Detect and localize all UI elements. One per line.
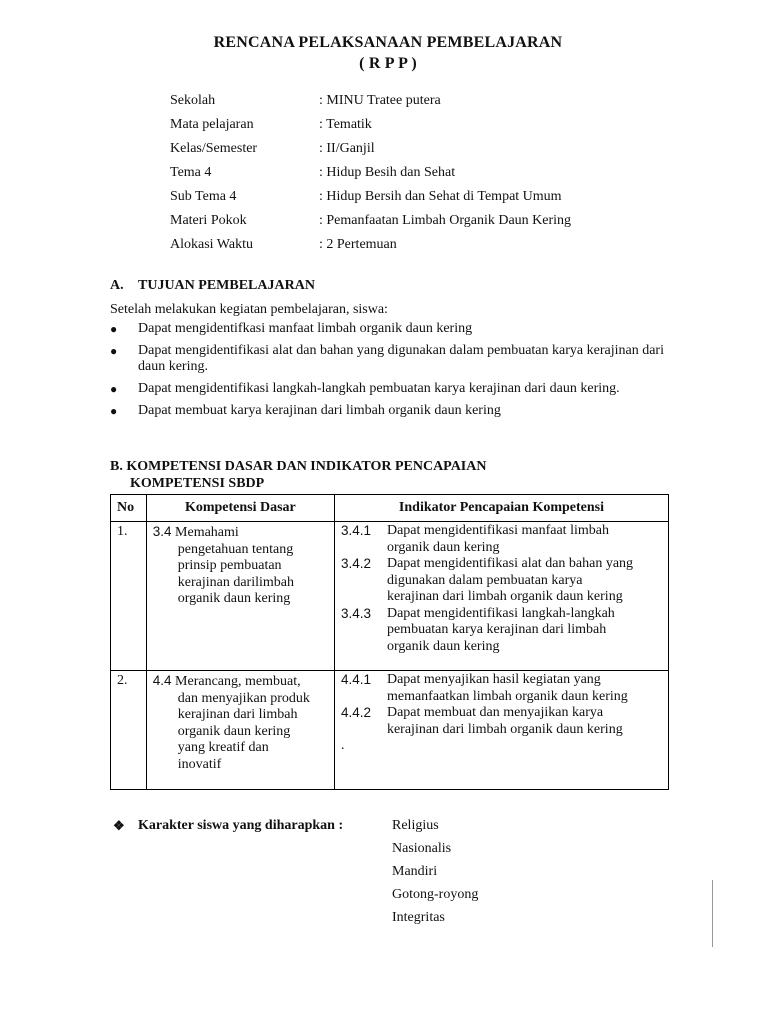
kd-text: Merancang, membuat, [175,674,301,689]
indicator-text-line: digunakan dalam pembuatan karya [386,572,583,588]
karakter-value: Nasionalis [392,841,452,856]
identity-value: : 2 Pertemuan [319,237,397,252]
identity-label: Sekolah [170,93,216,108]
identity-value: : II/Ganjil [319,141,375,156]
bullet-icon: ● [110,404,118,418]
identity-label: Tema 4 [170,165,212,180]
identity-label: Mata pelajaran [170,117,254,132]
trailing-mark: . [340,738,345,753]
indicator-code: 4.4.2 [340,705,371,720]
identity-label: Alokasi Waktu [170,237,253,252]
indicator-text-line: memanfaatkan limbah organik daun kering [386,688,628,704]
objective-text: Dapat membuat karya kerajinan dari limbah organik daun kering [138,403,501,418]
kd-text-line: kerajinan darilimbah [177,574,294,590]
indicator-code: 3.4.1 [340,523,371,538]
kd-text-line: pengetahuan tentang [177,541,294,557]
kd-text-line: kerajinan dari limbah [177,707,298,722]
indicator-text-line: Dapat membuat dan menyajikan karya [386,705,604,720]
page-edge-line [712,880,713,947]
objective-text: Dapat mengidentifikasi alat dan bahan yang digunakan dalam pembuatan karya kerajinan dari daun kering. [138,343,664,374]
objective-text: Dapat mengidentifkasi manfaat limbah organik daun kering [138,321,473,336]
indicator-code: 3.4.3 [340,605,371,621]
identity-label: Kelas/Semester [170,141,258,156]
section-b-heading-line2: KOMPETENSI SBDP [130,476,265,491]
indicator-text-line: organik daun kering [386,539,500,555]
karakter-label: Karakter siswa yang diharapkan : [138,818,344,833]
objective-text: Dapat mengidentifikasi langkah-langkah pembuatan karya kerajinan dari daun kering. [138,381,620,396]
kd-text-line: inovatif [177,756,222,772]
identity-value: : Hidup Bersih dan Sehat di Tempat Umum [319,189,562,204]
karakter-values [392,818,478,933]
kompetensi-dasar-cell [146,522,334,671]
indicator-code: 4.4.1 [340,672,371,687]
kd-code: 4.4 [152,673,172,688]
karakter-value: Mandiri [392,864,438,879]
kd-text-line: yang kreatif dan [177,740,269,755]
table-row [111,522,669,671]
kompetensi-dasar-cell [146,671,334,790]
table-header-row [111,495,669,522]
indicator-cell [334,522,668,671]
indicator-item [335,606,668,656]
identity-value: : MINU Tratee putera [319,93,441,108]
indicator-item [335,523,668,556]
indicator-text-line: Dapat mengidentifikasi langkah-langkah [386,605,615,621]
kd-text-line: organik daun kering [177,591,291,606]
identity-label: Sub Tema 4 [170,189,237,204]
indicator-item [335,705,668,738]
indicator-item [335,556,668,606]
row-number: 2. [111,671,147,790]
indicator-text-line: organik daun kering [386,638,500,654]
indicator-code: 3.4.2 [340,556,371,571]
identity-label: Materi Pokok [170,213,247,228]
section-a-heading: TUJUAN PEMBELAJARAN [138,278,315,293]
section-a-letter: A. [110,278,124,293]
section-a-intro: Setelah melakukan kegiatan pembelajaran, siswa: [110,302,388,317]
document-subtitle: ( R P P ) [359,55,417,72]
document-title: RENCANA PELAKSANAAN PEMBELAJARAN [213,34,563,51]
diamond-bullet-icon: ❖ [113,818,125,833]
indicator-text-line: pembuatan karya kerajinan dari limbah [386,622,607,637]
kd-text-line: organik daun kering [177,723,291,739]
karakter-value: Gotong-royong [392,887,479,902]
kd-code: 3.4 [152,524,172,539]
karakter-value: Integritas [392,910,445,925]
row-number: 1. [111,522,147,671]
indicator-text-line: Dapat menyajikan hasil kegiatan yang [386,672,601,687]
indicator-cell [334,671,668,790]
indicator-text-line: Dapat mengidentifikasi manfaat limbah [386,523,609,538]
bullet-icon: ● [110,382,118,396]
kd-text-line: dan menyajikan produk [177,690,310,706]
identity-value: : Pemanfaatan Limbah Organik Daun Kering [319,213,572,228]
indicator-text-line: kerajinan dari limbah organik daun kering [386,721,623,737]
header-indikator: Indikator Pencapaian Kompetensi [334,495,668,522]
kd-text: Memahami [175,525,239,540]
identity-value: : Hidup Besih dan Sehat [319,165,456,180]
table-row [111,671,669,790]
header-no: No [111,495,147,522]
indicator-item [335,672,668,705]
indicator-text-line: Dapat mengidentifikasi alat dan bahan yang [386,556,634,571]
competency-table [110,494,669,790]
identity-value: : Tematik [319,117,372,132]
karakter-value: Religius [392,818,439,833]
header-kompetensi-dasar: Kompetensi Dasar [146,495,334,522]
bullet-icon: ● [110,322,118,336]
section-b-heading: B. KOMPETENSI DASAR DAN INDIKATOR PENCAPAIAN [110,459,487,474]
bullet-icon: ● [110,344,118,358]
kd-text-line: prinsip pembuatan [177,558,282,573]
indicator-text-line: kerajinan dari limbah organik daun kering [386,589,623,604]
